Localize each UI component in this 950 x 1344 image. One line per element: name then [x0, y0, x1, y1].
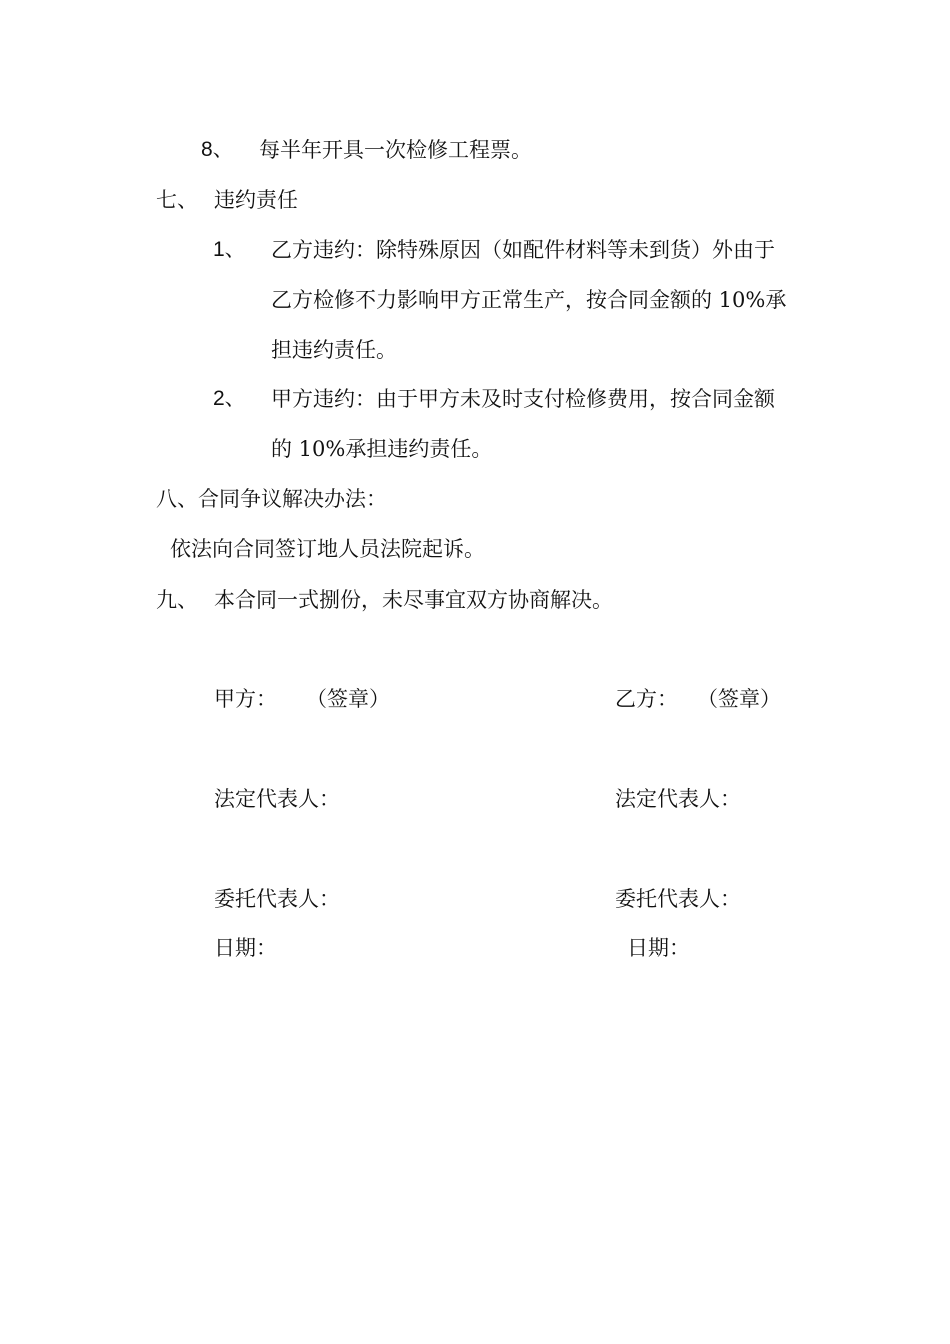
section-7-item-1-line-1: 乙方违约：除特殊原因（如配件材料等未到货）外由于 — [271, 238, 775, 262]
party-a-date: 日期： — [214, 936, 277, 960]
section-9-text: 本合同一式捌份，未尽事宜双方协商解决。 — [214, 588, 613, 612]
party-b-seal: （签章） — [697, 687, 781, 711]
section-9-number: 九、 — [156, 588, 198, 612]
section-7-item-1-line-2: 乙方检修不力影响甲方正常生产，按合同金额的 10%承 — [271, 288, 787, 312]
section-7-item-1-line-3: 担违约责任。 — [271, 338, 397, 362]
item-8-text: 每半年开具一次检修工程票。 — [259, 138, 532, 162]
party-a-label: 甲方： — [214, 687, 277, 711]
party-b-label: 乙方： — [615, 687, 678, 711]
party-a-agent: 委托代表人： — [214, 887, 340, 911]
section-8-heading: 八、合同争议解决办法： — [156, 487, 387, 511]
section-8-text: 依法向合同签订地人员法院起诉。 — [170, 537, 485, 561]
party-b-legal-rep: 法定代表人： — [615, 787, 741, 811]
item-8-number: 8、 — [201, 138, 234, 161]
party-b-agent: 委托代表人： — [615, 887, 741, 911]
section-7-item-2-number: 2、 — [213, 387, 246, 410]
section-7-item-1-number: 1、 — [213, 238, 246, 261]
party-a-legal-rep: 法定代表人： — [214, 787, 340, 811]
party-b-date: 日期： — [627, 936, 690, 960]
section-7-item-2-line-1: 甲方违约：由于甲方未及时支付检修费用，按合同金额 — [271, 387, 775, 411]
section-7-number: 七、 — [156, 188, 198, 212]
section-7-heading: 违约责任 — [214, 188, 298, 212]
section-7-item-2-line-2: 的 10%承担违约责任。 — [271, 437, 493, 461]
party-a-seal: （签章） — [306, 687, 390, 711]
